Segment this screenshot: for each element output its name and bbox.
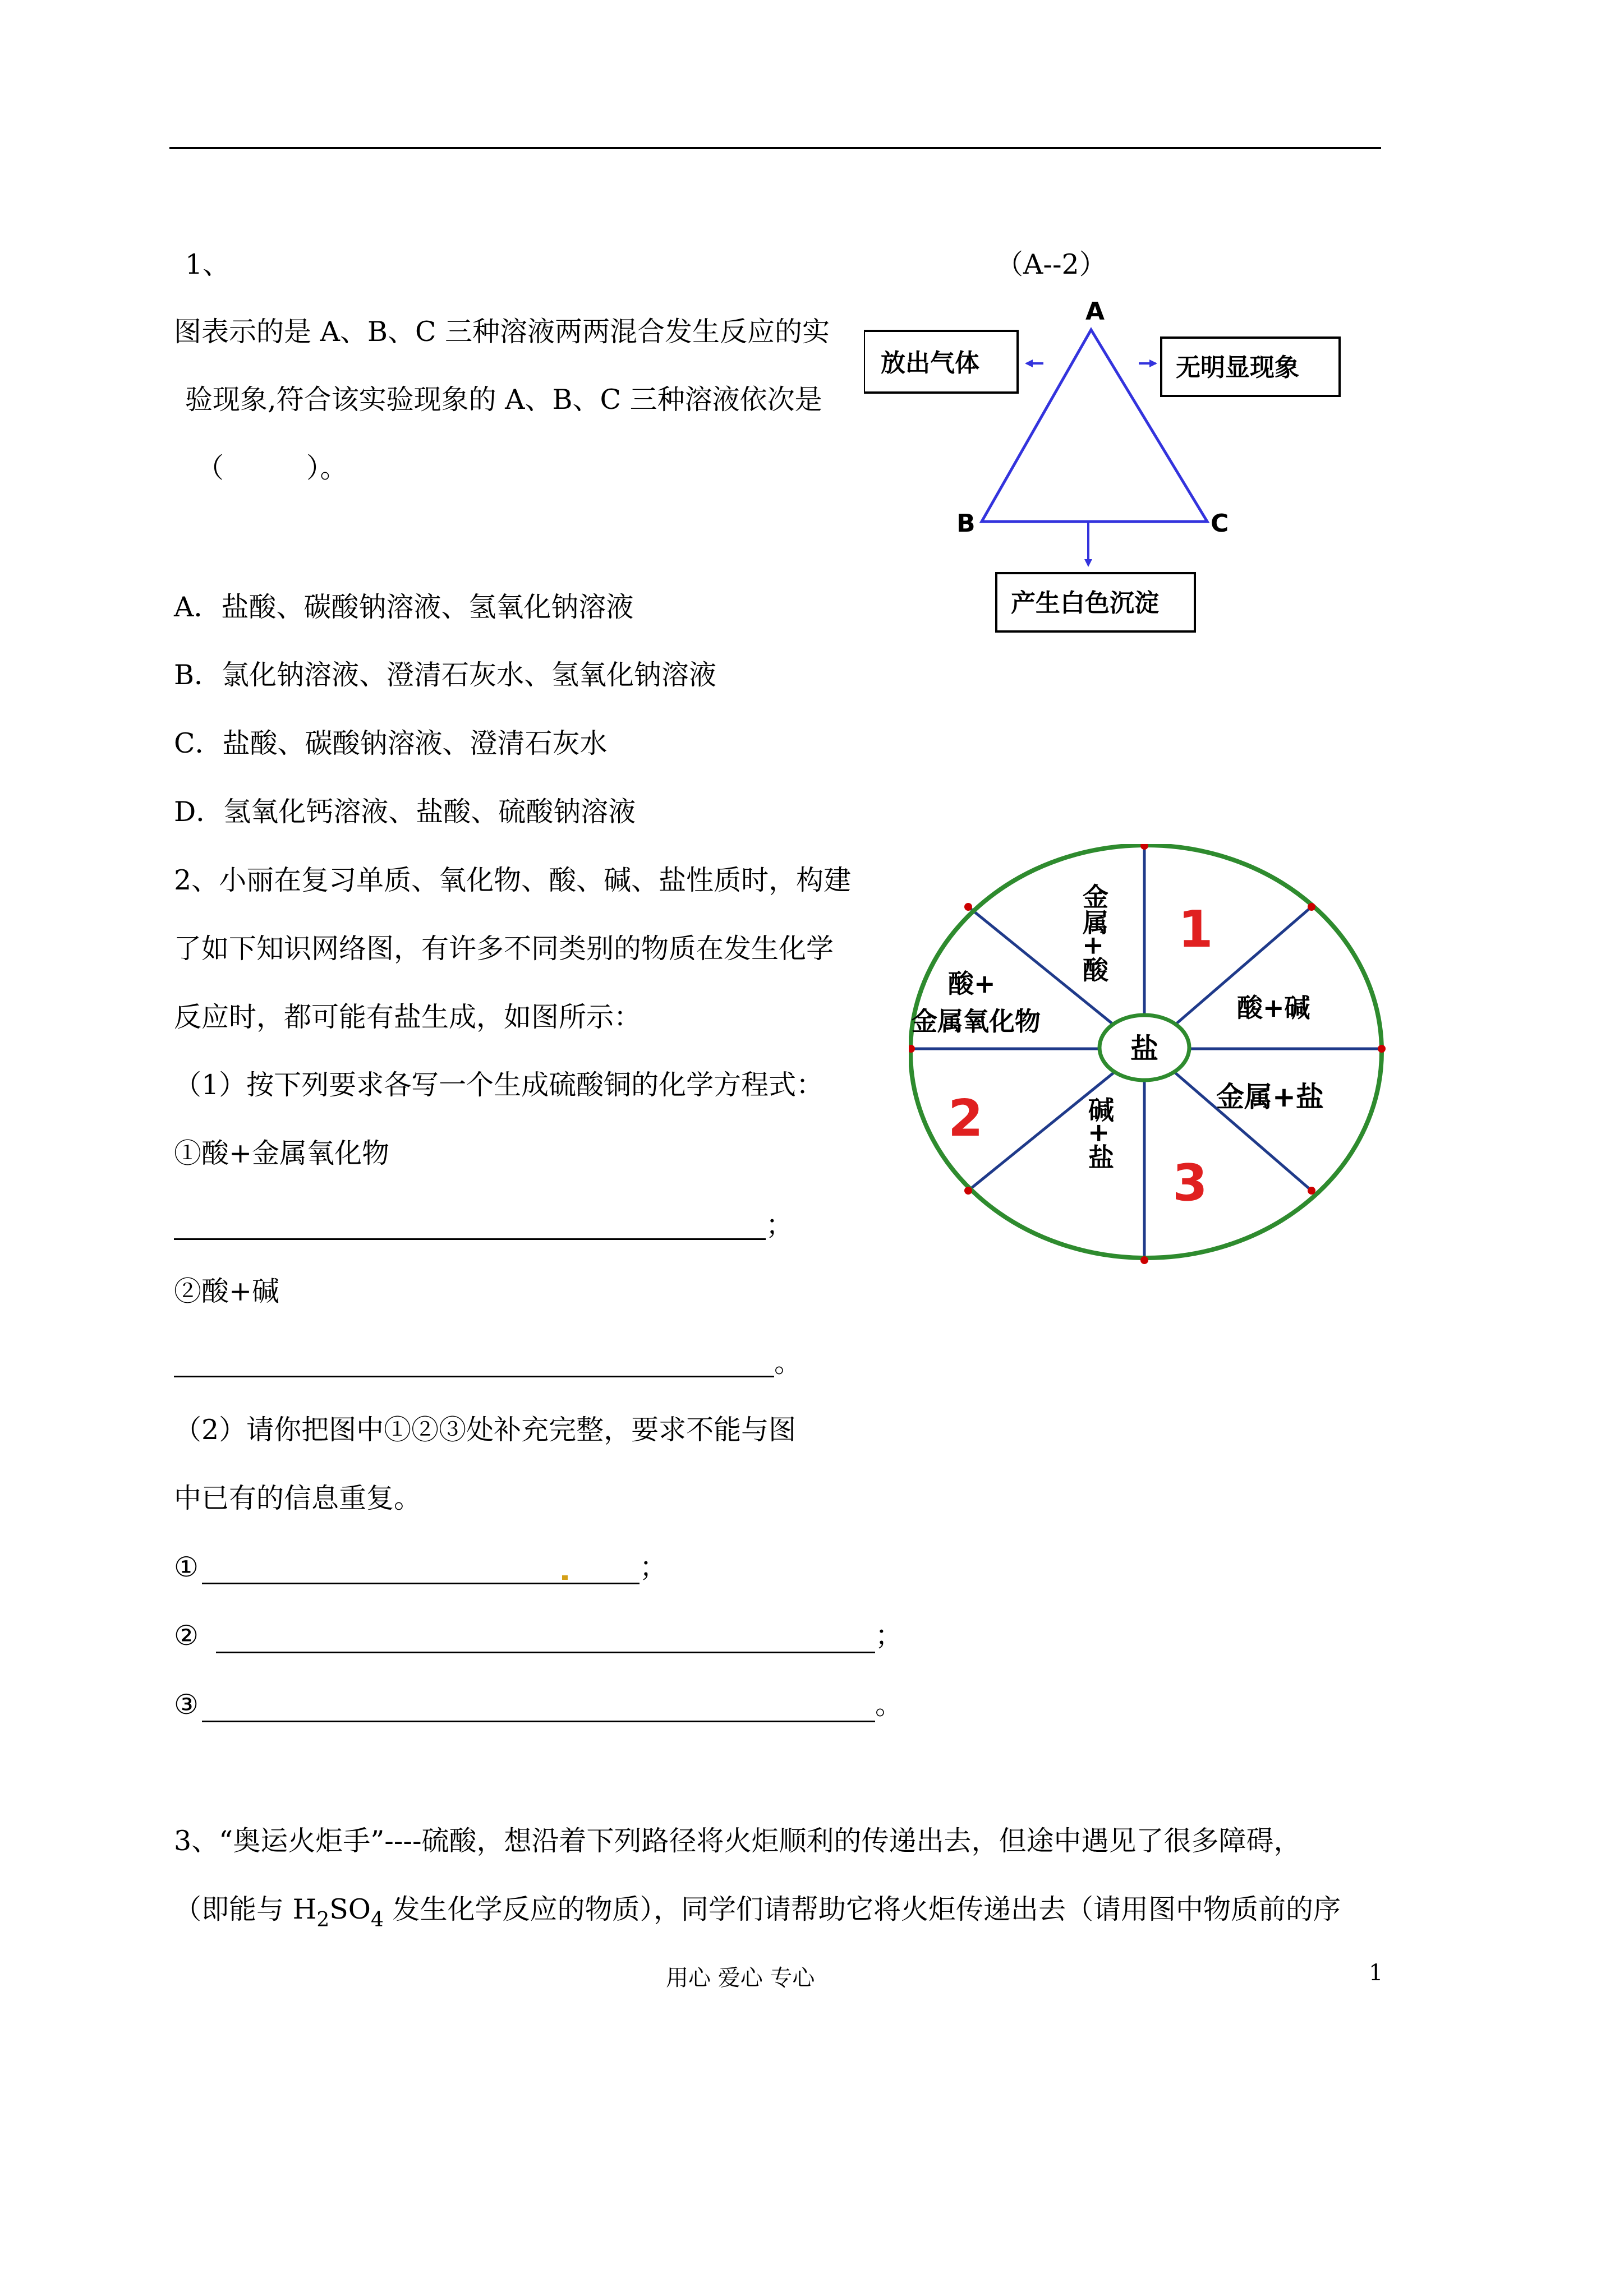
footer-motto: 用心 爱心 专心 — [666, 1965, 815, 1991]
q2-blank1-label: ① — [174, 1551, 199, 1583]
vertex-c-label: C — [1211, 509, 1229, 538]
answer-line-blank2[interactable] — [216, 1652, 875, 1653]
q2-blank3-label: ③ — [174, 1689, 199, 1721]
answer-line-blank3[interactable] — [202, 1721, 875, 1722]
q1-option-c: C．盐酸、碳酸钠溶液、澄清石灰水 — [174, 727, 608, 759]
reaction-triangle-diagram — [864, 297, 1358, 639]
vertex-a-label: A — [1085, 297, 1105, 326]
q1-text-line2: 验现象,符合该实验现象的 A、B、C 三种溶液依次是 — [185, 384, 822, 416]
q1-number: 1、 — [185, 248, 231, 280]
q3-sub-2: 2 — [316, 1908, 330, 1931]
q2-blank2-end: ； — [875, 1620, 903, 1652]
vertex-b-label: B — [956, 509, 976, 538]
q1-option-a: A．盐酸、碳酸钠溶液、氢氧化钠溶液 — [174, 591, 634, 623]
box-gas-released-label: 放出气体 — [881, 349, 979, 377]
answer-line-item1[interactable] — [174, 1238, 766, 1240]
q1-answer-bracket: （ ）。 — [196, 452, 348, 484]
box-white-precipitate-label: 产生白色沉淀 — [1011, 589, 1159, 617]
wheel-number-1: 1 — [1178, 900, 1213, 959]
q1-diagram-code: （A--2） — [996, 248, 1107, 280]
q2-blank1-end: ； — [640, 1551, 668, 1583]
box-no-phenomenon-label: 无明显现象 — [1176, 353, 1299, 382]
q1-option-d: D．氢氧化钙溶液、盐酸、硫酸钠溶液 — [174, 796, 636, 828]
q2-blank3-end: 。 — [875, 1689, 903, 1721]
wheel-center-label: 盐 — [1130, 1032, 1158, 1065]
q2-part1-instruction: （1）按下列要求各写一个生成硫酸铜的化学方程式： — [174, 1069, 824, 1101]
q2-part2-line1: （2）请你把图中①②③处补充完整，要求不能与图 — [174, 1414, 797, 1446]
q3-so: SO — [329, 1893, 371, 1925]
q2-text-line2: 了如下知识网络图，有许多不同类别的物质在发生化学 — [174, 933, 834, 965]
answer-line-item2[interactable] — [174, 1376, 774, 1377]
wheel-seg-acid-oxide-line1: 酸+ — [948, 969, 996, 999]
q2-item1-end: ； — [766, 1209, 794, 1241]
q1-text-line1: 图表示的是 A、B、C 三种溶液两两混合发生反应的实 — [174, 316, 830, 348]
wheel-seg-metal-acid: 金属+酸 — [1079, 883, 1109, 983]
q3-text-line1: 3、“奥运火炬手”----硫酸，想沿着下列路径将火炬顺利的传递出去，但途中遇见了很多障碍， — [174, 1825, 1301, 1857]
q3-line2-pre: （即能与 H — [174, 1893, 317, 1925]
page-number: 1 — [1369, 1960, 1383, 1986]
wheel-seg-acid-base: 酸+碱 — [1237, 993, 1310, 1023]
wheel-seg-metal-salt: 金属+盐 — [1216, 1081, 1324, 1113]
q2-item1-label: ①酸+金属氧化物 — [174, 1137, 390, 1169]
answer-line-blank1[interactable] — [202, 1583, 640, 1584]
header-rule — [169, 147, 1381, 149]
q1-option-b: B．氯化钠溶液、澄清石灰水、氢氧化钠溶液 — [174, 659, 717, 691]
q2-blank2-label: ② — [174, 1620, 199, 1652]
q3-text-line2 — [174, 1893, 1341, 1937]
stray-mark — [562, 1575, 568, 1580]
wheel-seg-base-salt: 碱+盐 — [1084, 1096, 1115, 1170]
q2-text-line1: 2、小丽在复习单质、氧化物、酸、碱、盐性质时，构建 — [174, 864, 852, 896]
q2-part2-line2: 中已有的信息重复。 — [174, 1482, 422, 1514]
q2-item2-label: ②酸+碱 — [174, 1275, 280, 1307]
salt-wheel-diagram — [909, 844, 1391, 1276]
wheel-number-3: 3 — [1172, 1154, 1208, 1212]
wheel-number-2: 2 — [948, 1089, 983, 1148]
q2-text-line3: 反应时，都可能有盐生成，如图所示： — [174, 1001, 642, 1033]
q3-line2-post: 发生化学反应的物质），同学们请帮助它将火炬传递出去（请用图中物质前的序 — [383, 1893, 1341, 1925]
q3-sub-4: 4 — [370, 1908, 384, 1931]
q2-item2-end: 。 — [774, 1347, 802, 1378]
wheel-seg-acid-oxide-line2: 金属氧化物 — [912, 1006, 1041, 1036]
